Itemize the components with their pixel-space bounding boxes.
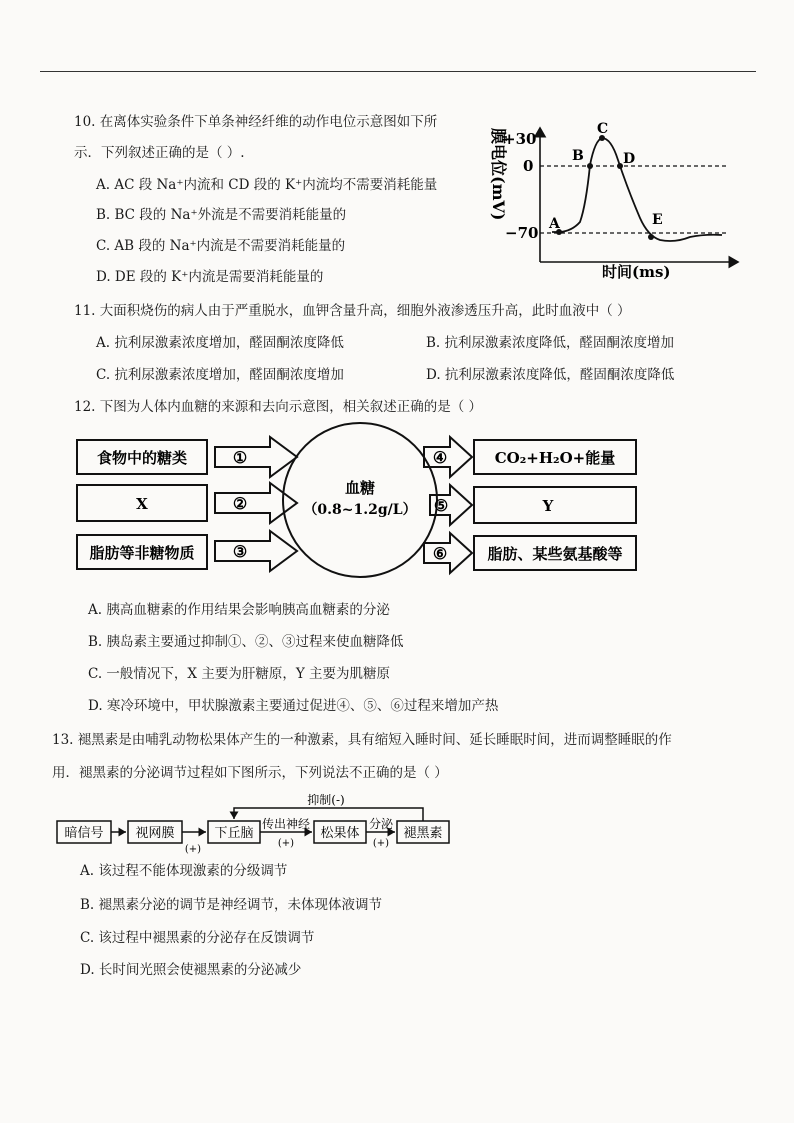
label-x: X <box>136 495 148 513</box>
graph-label-a: A <box>549 216 560 232</box>
q12-stem: 12. 下图为人体内血糖的来源和去向示意图，相关叙述正确的是（ ） <box>74 399 483 415</box>
q13-option-a: A. 该过程不能体现激素的分级调节 <box>80 863 288 879</box>
graph-point-b <box>587 163 593 169</box>
graph-y-bottom: −70 <box>505 224 539 242</box>
label-co2: CO₂+H₂O+能量 <box>494 449 616 467</box>
graph-y-top: +30 <box>503 130 537 148</box>
q12-option-b: B. 胰岛素主要通过抑制①、②、③过程来使血糖降低 <box>88 634 404 650</box>
label-fat-amino: 脂肪、某些氨基酸等 <box>487 545 623 563</box>
q13-stem-line1: 13. 褪黑素是由哺乳动物松果体产生的一种激素，具有缩短入睡时间、延长睡眠时间，进而调整睡眠的作 <box>52 732 672 748</box>
label-arrow-4: ④ <box>432 448 448 467</box>
q13-option-d: D. 长时间光照会使褪黑素的分泌减少 <box>80 962 302 978</box>
q11-option-d: D. 抗利尿激素浓度降低，醛固酮浓度降低 <box>426 367 675 383</box>
label-arrow-3: ③ <box>232 542 248 561</box>
graph-y-zero: 0 <box>523 157 534 175</box>
graph-label-d: D <box>623 151 636 167</box>
box-y <box>474 487 636 523</box>
graph-x-label: 时间(ms) <box>602 263 671 281</box>
q11-option-b: B. 抗利尿激素浓度降低，醛固酮浓度增加 <box>426 335 675 351</box>
q13-option-b: B. 褪黑素分泌的调节是神经调节，未体现体液调节 <box>80 897 383 913</box>
label-plus-3: (+) <box>372 838 390 849</box>
q12-option-a: A. 胰高血糖素的作用结果会影响胰高血糖素的分泌 <box>88 602 390 618</box>
graph-point-e <box>648 234 654 240</box>
label-arrow-2: ② <box>232 494 248 513</box>
graph-label-e: E <box>652 212 663 228</box>
label-dark-signal: 暗信号 <box>64 826 104 841</box>
label-inhibit: 抑制(-) <box>307 793 345 807</box>
q13-stem-line2: 用．褪黑素的分泌调节过程如下图所示，下列说法不正确的是（ ） <box>52 765 448 781</box>
graph-label-b: B <box>572 148 584 164</box>
arrow-3 <box>215 531 297 571</box>
label-arrow-5: ⑤ <box>433 496 449 515</box>
q11-stem: 11. 大面积烧伤的病人由于严重脱水，血钾含量升高，细胞外液渗透压升高，此时血液中（ ） <box>74 303 631 319</box>
label-plus-1: (+) <box>184 844 202 855</box>
label-hypothalamus: 下丘脑 <box>214 826 254 841</box>
label-pineal: 松果体 <box>320 826 360 841</box>
label-secrete: 分泌 <box>368 817 394 831</box>
q13-option-c: C. 该过程中褪黑素的分泌存在反馈调节 <box>80 930 315 946</box>
graph-label-c: C <box>597 121 609 137</box>
label-food-sugar: 食物中的糖类 <box>96 449 188 467</box>
q12-option-c: C. 一般情况下，X 主要为肝糖原，Y 主要为肌糖原 <box>88 666 391 682</box>
q11-option-a: A. 抗利尿激素浓度增加，醛固酮浓度降低 <box>96 335 344 351</box>
label-arrow-6: ⑥ <box>432 544 448 563</box>
label-blood-sugar-range: （0.8~1.2g/L） <box>303 502 417 518</box>
label-blood-sugar: 血糖 <box>344 479 376 497</box>
arrow-6 <box>424 533 472 573</box>
q10-option-a: A. AC 段 Na⁺内流和 CD 段的 K⁺内流均不需要消耗能量 <box>96 177 438 193</box>
label-melatonin: 褪黑素 <box>403 826 443 841</box>
blood-sugar-circle <box>283 423 437 577</box>
label-nerve: 传出神经 <box>261 817 311 831</box>
q11-option-c: C. 抗利尿激素浓度增加，醛固酮浓度增加 <box>96 367 344 383</box>
graph-y-label: 膜电位(mV) <box>489 128 508 221</box>
label-retina: 视网膜 <box>135 826 175 841</box>
q10-option-c: C. AB 段的 Na⁺内流是不需要消耗能量的 <box>96 238 346 254</box>
label-plus-2: (+) <box>277 838 295 849</box>
label-y: Y <box>542 497 554 515</box>
q10-option-d: D. DE 段的 K⁺内流是需要消耗能量的 <box>96 269 324 285</box>
label-nonsugar: 脂肪等非糖物质 <box>89 544 195 562</box>
q10-stem-line2: 示．下列叙述正确的是（ ）. <box>74 145 245 161</box>
label-arrow-1: ① <box>232 448 248 467</box>
q10-stem-line1: 10. 在离体实验条件下单条神经纤维的动作电位示意图如下所 <box>74 114 438 130</box>
arrow-1 <box>215 437 297 477</box>
q10-option-b: B. BC 段的 Na⁺外流是不需要消耗能量的 <box>96 207 347 223</box>
q12-option-d: D. 寒冷环境中，甲状腺激素主要通过促进④、⑤、⑥过程来增加产热 <box>88 698 499 714</box>
